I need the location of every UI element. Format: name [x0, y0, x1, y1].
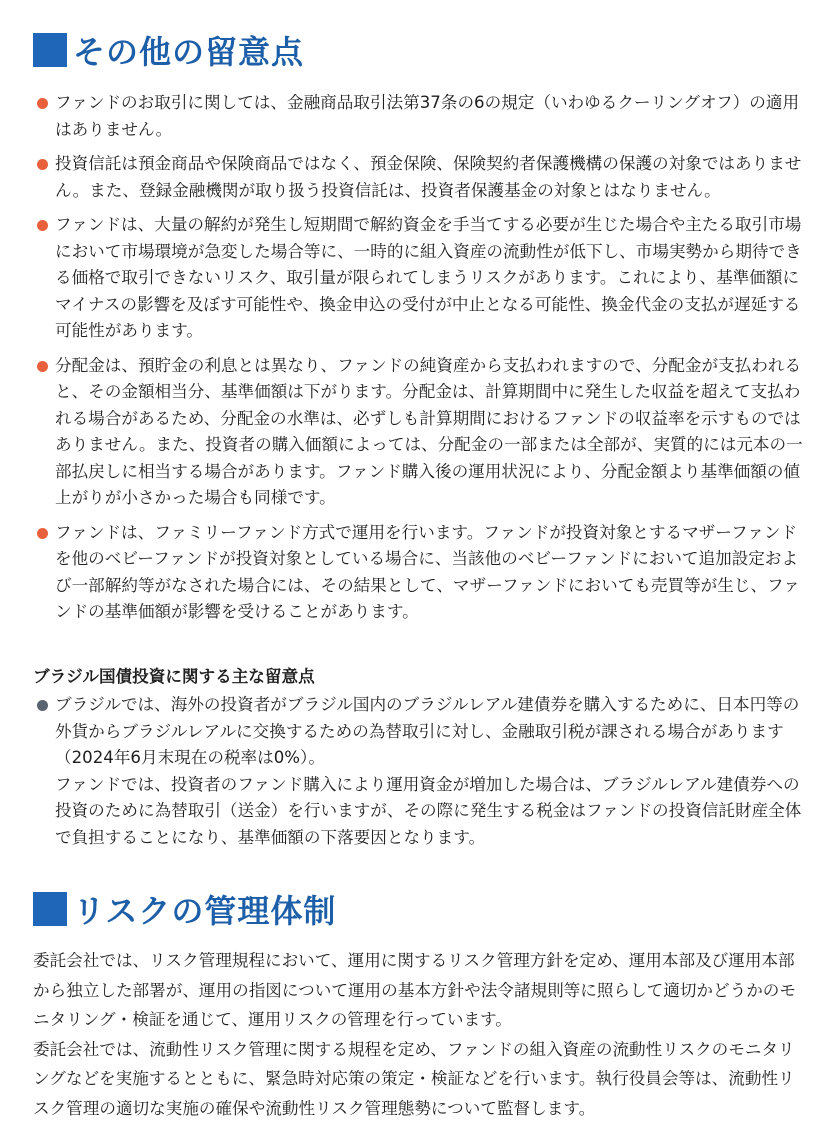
gray-bullet-icon: [37, 700, 48, 711]
note-text: ファンドは、ファミリーファンド方式で運用を行います。ファンドが投資対象とするマザーファンドを他のベビーファンドが投資対象としている場合に、当該他のベビーファンドにおいて追加設定および一部解約等がなされた場合には、その結果として、マザーファンドにおいても売買等が生じ、ファンドの基準価額が影響を受けることがあります。: [55, 522, 800, 621]
note-text: 分配金は、預貯金の利息とは異なり、ファンドの純資産から支払われますので、分配金が支払われると、その金額相当分、基準価額は下がります。分配金は、計算期間中に発生した収益を超えて支払われる場合があるため、分配金の水準は、必ずしも計算期間におけるファンドの収益率を示すものではありません。また、投資者の購入価額によっては、分配金の一部または全部が、実質的には元本の一部払戻しに相当する場合があります。ファンド購入後の運用状況により、分配金額より基準価額の値上がりが小さかった場合も同様です。: [55, 355, 803, 507]
note-text: ファンドは、大量の解約が発生し短期間で解約資金を手当てする必要が生じた場合や主たる取引市場において市場環境が急変した場合等に、一時的に組入資産の流動性が低下し、市場実勢から期待できる価格で取引できないリスク、取引量が限られてしまうリスクがあります。これにより、基準価額にマイナスの影響を及ぼす可能性や、換金申込の受付が中止となる可能性、換金代金の支払が遅延する可能性があります。: [55, 215, 802, 340]
list-item: [33, 353, 807, 512]
orange-bullet-icon: [37, 159, 48, 170]
section-title-risk-management: [33, 886, 336, 932]
brazil-notes-list: [33, 692, 807, 851]
notes-list: [33, 90, 807, 634]
title-square-icon: [33, 892, 67, 926]
list-item: [33, 151, 807, 204]
orange-bullet-icon: [37, 220, 48, 231]
title-square-icon: [33, 33, 67, 67]
orange-bullet-icon: [37, 361, 48, 372]
body-paragraph: 委託会社では、流動性リスク管理に関する規程を定め、ファンドの組入資産の流動性リスクのモニタリングなどを実施するとともに、緊急時対応策の策定・検証などを行います。執行役員会等は、流動性リスク管理の適切な実施の確保や流動性リスク管理態勢について監督します。: [33, 1039, 795, 1118]
list-item: [33, 692, 807, 851]
note-text: ファンドのお取引に関しては、金融商品取引法第37条の6の規定（いわゆるクーリングオフ）の適用はありません。: [55, 93, 800, 139]
list-item: [33, 212, 807, 345]
list-item: [33, 520, 807, 626]
note-text: 投資信託は預金商品や保険商品ではなく、預金保険、保険契約者保護機構の保護の対象ではありません。また、登録金融機関が取り扱う投資信託は、投資者保護基金の対象とはなりません。: [55, 154, 802, 200]
list-item: [33, 90, 807, 143]
section-title-text: その他の留意点: [73, 33, 305, 71]
brazil-paragraph: ファンドでは、投資者のファンド購入により運用資金が増加した場合は、ブラジルレアル建債券への投資のために為替取引（送金）を行いますが、その際に発生する税金はファンドの投資信託財産全体で負担することになり、基準価額の下落要因となります。: [55, 774, 802, 847]
body-paragraph: 委託会社では、リスク管理規程において、運用に関するリスク管理方針を定め、運用本部及び運用本部から独立した部署が、運用の指図について運用の基本方針や法令諸規則等に照らして適切かどうかのモニタリング・検証を通じて、運用リスクの管理を行っています。: [33, 951, 796, 1029]
orange-bullet-icon: [37, 98, 48, 109]
orange-bullet-icon: [37, 528, 48, 539]
brazil-paragraph: ブラジルでは、海外の投資者がブラジル国内のブラジルレアル建債券を購入するために、日本円等の外貨からブラジルレアルに交換するための為替取引に対し、金融取引税が課される場合があります（2024年6月末現在の税率は0%）。: [55, 695, 800, 767]
risk-management-body: [33, 946, 809, 1123]
section-title-other-notes: [33, 27, 304, 73]
section-title-text: リスクの管理体制: [73, 892, 337, 930]
brazil-heading: ブラジル国債投資に関する主な留意点: [33, 667, 315, 686]
